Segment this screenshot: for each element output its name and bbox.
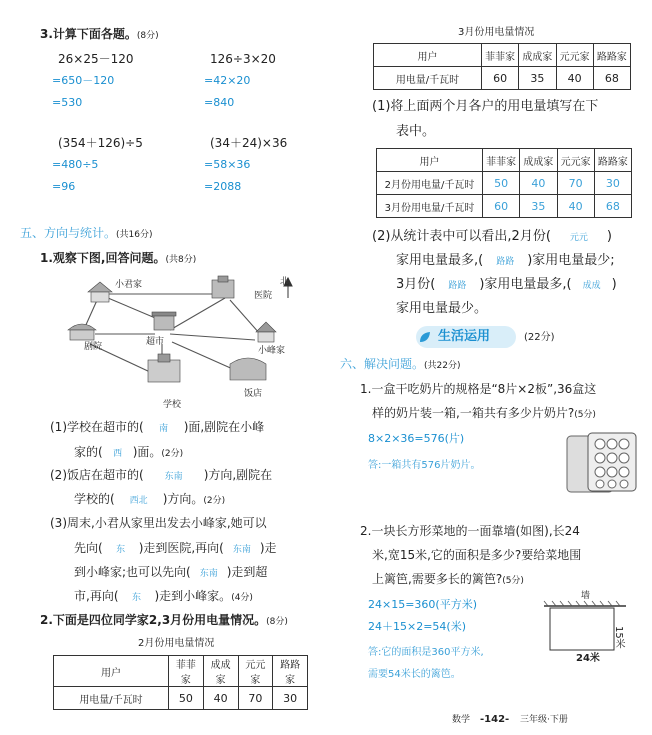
map-label-theater: 剧院 [84,342,103,352]
map-label-xiaojun: 小君家 [115,280,143,290]
feb-header-user: 用户 [54,656,169,687]
section5-title: 五、方向与统计。(共16分) [20,226,153,240]
s6-q2-answer2: 需要54米长的篱笆。 [368,669,461,680]
feb-table-title: 2月份用电量情况 [138,638,215,649]
right-p2-line3: 3月份( 路路 )家用电量最多,( 成成 ) [396,277,617,292]
mar-header-user: 用户 [374,44,482,67]
comb-header-2: 成成家 [520,149,557,172]
mar-value-1: 60 [482,67,519,90]
mar-value-3: 40 [556,67,593,90]
footer-subject: 数学 [452,715,471,725]
mar-header-1: 菲菲家 [482,44,519,67]
s6-q1-line2: 样的奶片装一箱,一箱共有多少片奶片?(5分) [372,406,596,420]
s6-q2-line3: 上篱笆,需要多长的篱笆?(5分) [372,572,524,586]
s6-q2-line2: 米,宽15米,它的面积是多少?要给菜地围 [372,548,582,562]
calc-expr-2: 126÷3×20 [210,52,276,66]
feb-header-3: 元元家 [238,656,273,687]
calc-step-1a: =650－120 [52,74,115,87]
mar-value-2: 35 [519,67,556,90]
feb-row-label: 用电量/千瓦时 [54,687,169,710]
leaf-icon [418,330,432,344]
length-label: 24米 [576,653,600,664]
calc-step-3b: =96 [52,180,76,193]
feb-value-4: 30 [273,687,308,710]
hospital-icon [212,276,234,298]
comb-row1-value-3: 70 [557,172,594,195]
feb-value-3: 70 [238,687,273,710]
comb-row1-value-4: 30 [594,172,631,195]
comb-row2-value-2: 35 [520,195,557,218]
calc-step-4b: =2088 [204,180,242,193]
comb-row1-value-1: 50 [483,172,520,195]
right-p2-line2: 家用电量最多,( 路路 )家用电量最少; [396,253,615,268]
comb-row1-value-2: 40 [520,172,557,195]
map-label-hotel: 饭店 [244,389,263,399]
s6-q2-answer1: 答:它的面积是360平方米, [368,647,484,658]
s5-q1-p2-line1: (2)饭店在超市的( 东南 )方向,剧院在 [50,468,273,482]
theater-icon [68,324,96,340]
s5-q1-p3-line1: (3)周末,小君从家里出发去小峰家,她可以 [50,516,267,530]
combined-table [376,148,632,218]
school-icon [148,354,180,382]
mar-table [373,43,631,90]
s5-q1-p2-line2: 学校的( 西北 )方向。(2分) [74,492,226,506]
map-label-xiaofeng: 小峰家 [258,346,286,356]
feb-table [53,655,308,710]
comb-row2-value-4: 68 [594,195,631,218]
milk-tablet-tray-icon [566,432,638,494]
comb-header-4: 路路家 [594,149,631,172]
width-label: 15米 [613,626,624,649]
footer-grade: 三年级·下册 [520,715,568,725]
calc-step-2a: =42×20 [204,74,251,87]
comb-row1-label: 2月份用电量/千瓦时 [377,172,483,195]
small-house-icon [256,322,276,342]
s6-q2-step1: 24×15=360(平方米) [368,598,478,611]
feb-header-4: 路路家 [273,656,308,687]
s6-q1-answer: 答:一箱共有576片奶片。 [368,460,481,471]
calc-expr-4: (34＋24)×36 [210,136,288,150]
s5-q1-title: 1.观察下图,回答问题。(共8分) [40,251,197,265]
comb-header-3: 元元家 [557,149,594,172]
map-label-hospital: 医院 [254,291,273,301]
wall-label: 墙 [581,591,591,601]
calc-step-4a: =58×36 [204,158,251,171]
mar-table-title: 3月份用电量情况 [458,27,535,38]
s6-q1-step1: 8×2×36=576(片) [368,432,465,445]
footer-page-number: -142- [480,714,510,725]
hotel-icon [230,358,266,380]
mar-header-2: 成成家 [519,44,556,67]
s5-q1-p3-line4: 市,再向( 东 )走到小峰家。(4分) [74,589,253,603]
supermarket-icon [152,312,176,330]
feb-header-1: 菲菲家 [169,656,204,687]
right-p1-line1: (1)将上面两个月各户的用电量填写在下 [372,99,599,114]
comb-header-1: 菲菲家 [483,149,520,172]
mar-row-label: 用电量/千瓦时 [374,67,482,90]
right-p1-line2: 表中。 [396,124,436,139]
right-p2-line1: (2)从统计表中可以看出,2月份( 元元 ) [372,229,612,244]
s6-q1-line1: 1.一盒干吃奶片的规格是“8片×2板”,36盒这 [360,382,597,396]
calc-step-3a: =480÷5 [52,158,99,171]
section6-title: 六、解决问题。(共22分) [340,357,461,371]
map-label-supermarket: 超市 [146,337,165,347]
feb-value-1: 50 [169,687,204,710]
mar-header-3: 元元家 [556,44,593,67]
feb-header-2: 成成家 [203,656,238,687]
banner-label: 生活运用 [438,329,491,344]
comb-row2-label: 3月份用电量/千瓦时 [377,195,483,218]
house-icon [88,282,112,302]
s5-q1-p3-line3: 到小峰家;也可以先向( 东南 )走到超 [74,565,268,579]
calc-step-1b: =530 [52,96,83,109]
comb-row2-value-3: 40 [557,195,594,218]
s6-q2-step2: 24＋15×2=54(米) [368,620,467,633]
calc-expr-3: (354＋126)÷5 [58,136,143,150]
s5-q2-title: 2.下面是四位同学家2,3月份用电量情况。(8分) [40,613,288,627]
mar-value-4: 68 [593,67,630,90]
feb-value-2: 40 [203,687,238,710]
banner-score: (22分) [524,332,555,343]
s5-q1-p3-line2: 先向( 东 )走到医院,再向( 东南 )走 [74,541,277,555]
comb-header-user: 用户 [377,149,483,172]
mar-header-4: 路路家 [593,44,630,67]
s6-q2-line1: 2.一块长方形菜地的一面靠墙(如图),长24 [360,524,580,538]
map-label-school: 学校 [163,400,182,410]
q3-title: 3.计算下面各题。(8分) [40,27,159,41]
calc-expr-1: 26×25－120 [58,52,134,66]
map-label-north: 北 [280,277,290,287]
s5-q1-p1-line2: 家的( 西 )面。(2分) [74,445,184,459]
calc-step-2b: =840 [204,96,235,109]
s5-q1-p1-line1: (1)学校在超市的( 南 )面,剧院在小峰 [50,420,265,434]
comb-row2-value-1: 60 [483,195,520,218]
right-p2-line4: 家用电量最少。 [396,301,488,316]
